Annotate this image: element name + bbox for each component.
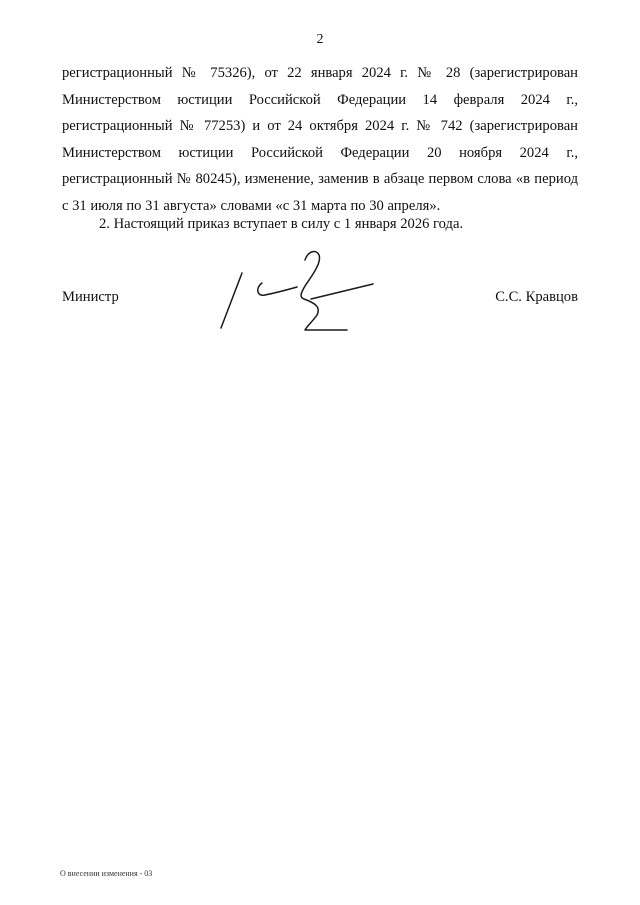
clause-2: 2. Настоящий приказ вступает в силу с 1 января 2026 года. <box>99 216 464 232</box>
signatory-title: Министр <box>62 289 119 305</box>
page-number: 2 <box>316 32 324 47</box>
paragraph-line: Министерством юстиции Российской Федерации 14 февраля 2024 г., <box>62 91 578 108</box>
paragraph-line: регистрационный № 77253) и от 24 октября 2024 г. № 742 (зарегистрирован <box>62 118 578 135</box>
paragraph-line: регистрационный № 80245), изменение, заменив в абзаце первом слова «в период <box>62 171 578 188</box>
footer-code: О внесении изменения - 03 <box>60 869 153 878</box>
signatory-name: С.С. Кравцов <box>495 289 578 305</box>
paragraph-line: регистрационный № 75326), от 22 января 2024 г. № 28 (зарегистрирован <box>62 65 578 81</box>
paragraph-line: Министерством юстиции Российской Федерации 20 ноября 2024 г., <box>62 144 578 161</box>
paragraph-1-continuation <box>62 60 578 220</box>
handwritten-signature <box>215 243 380 340</box>
paragraph-line: с 31 июля по 31 августа» словами «с 31 марта по 30 апреля». <box>62 197 441 214</box>
